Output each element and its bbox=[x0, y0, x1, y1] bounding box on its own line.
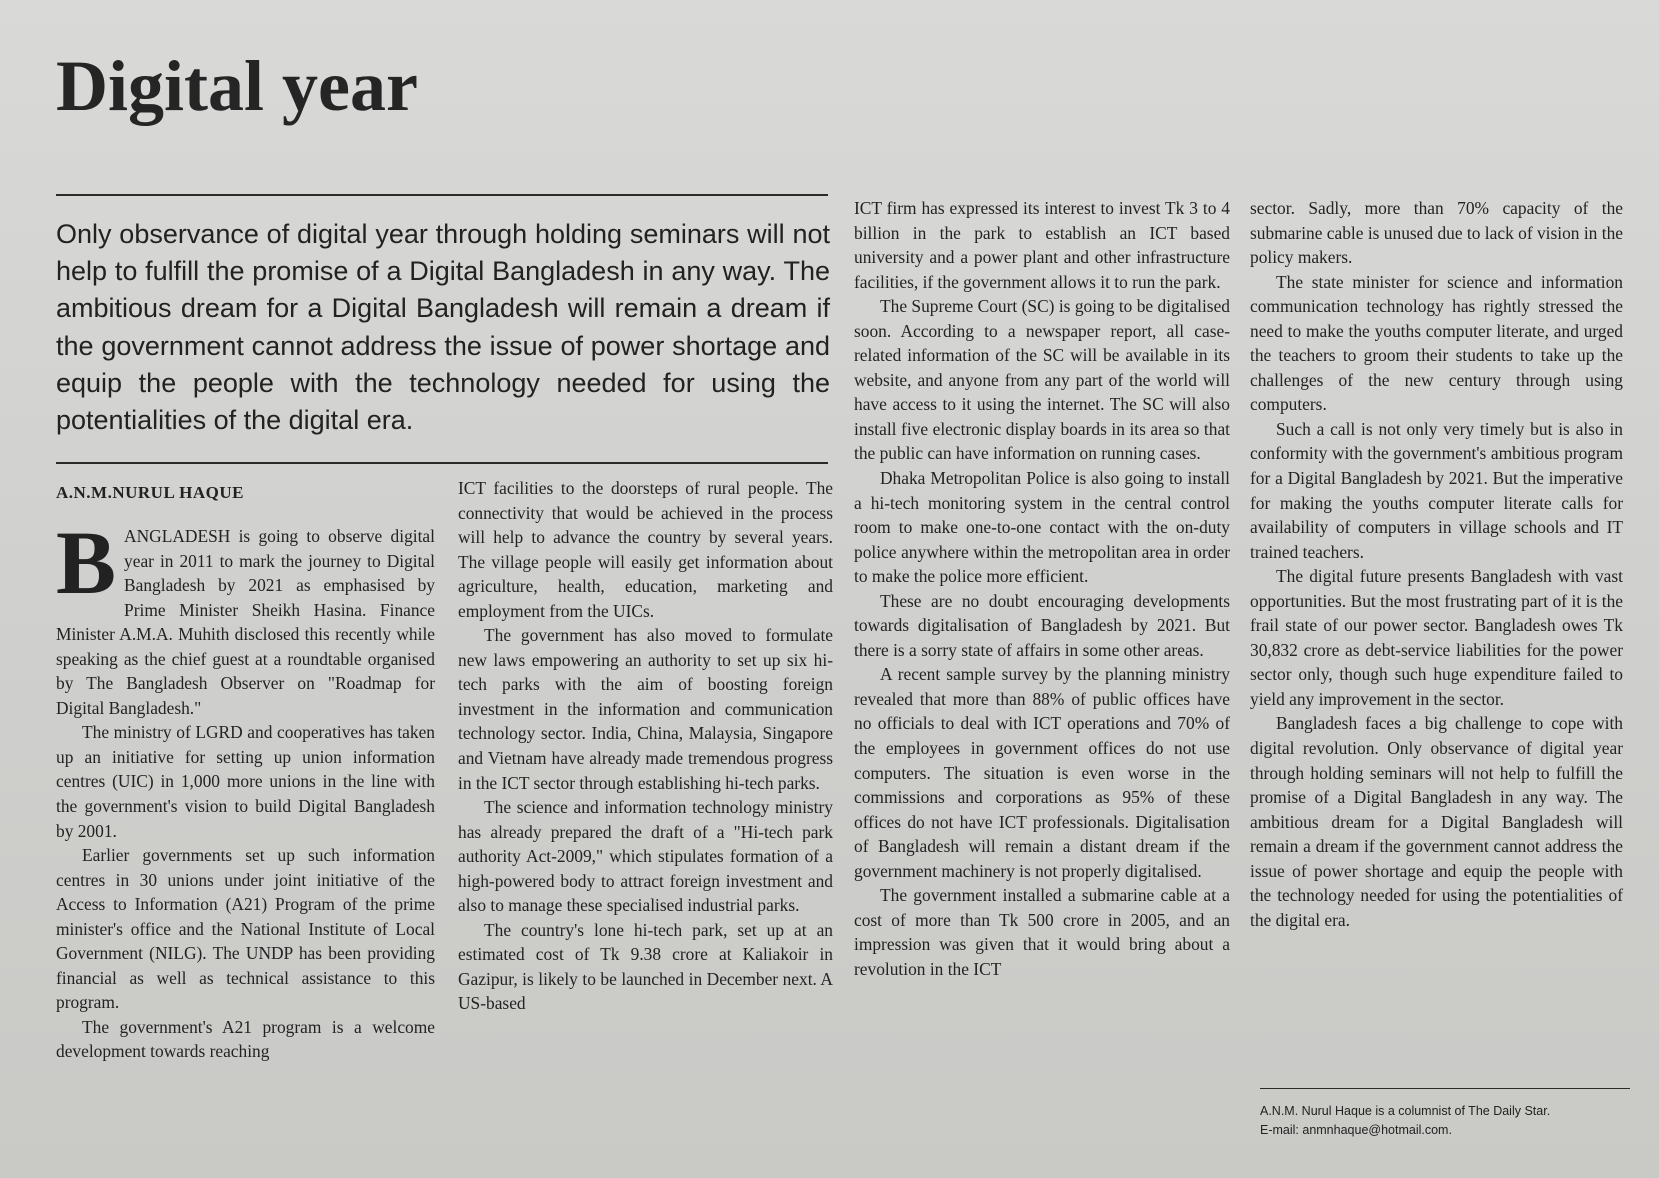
column-1-paragraph-2: The ministry of LGRD and cooperatives has taken up an initiative for setting up union information centres (UIC) in 1,000 more unions in the line with the government's vision to build Digital Bangladesh by 2001. bbox=[56, 722, 435, 841]
column-4-paragraph-5: Bangladesh faces a big challenge to cope with digital revolution. Only observance of digital year through holding seminars will not help to fulfill the promise of a Digital Bangladesh in any way. The ambitious dream for a Digital Bangladesh will remain a dream if the government cannot address the issue of power shortage and equip the people with the technology needed for using the potentialities of the digital era. bbox=[1250, 713, 1623, 930]
column-1 bbox=[56, 514, 435, 1064]
standfirst-top-rule bbox=[56, 194, 828, 196]
column-3-paragraph-4: These are no doubt encouraging developments towards digitalisation of Bangladesh by 2021. But there is a sorry state of affairs in some other areas. bbox=[854, 590, 1230, 660]
column-4-paragraph-1: sector. Sadly, more than 70% capacity of the submarine cable is unused due to lack of vision in the policy makers. bbox=[1250, 198, 1623, 268]
column-1-paragraph-3: Earlier governments set up such information centres in 30 unions under joint initiative of the Access to Information (A21) Program of the prime minister's office and the National Institute of Local Government (NILG). The UNDP has been providing financial as well as technical assistance to this program. bbox=[56, 845, 435, 1013]
column-1-paragraph-4: The government's A21 program is a welcome development towards reaching bbox=[56, 1016, 435, 1062]
author-bio-rule bbox=[1260, 1088, 1630, 1089]
column-1-paragraph-1 bbox=[56, 514, 435, 720]
column-4-paragraph-2: The state minister for science and information communication technology has rightly stressed the need to make the youths computer literate, and urged the teachers to groom their students to take up the challenges of the new century through using computers. bbox=[1250, 271, 1623, 415]
column-2-paragraph-1: ICT facilities to the doorsteps of rural people. The connectivity that would be achieved in the process will help to advance the country by several years. The village people will easily get information about agriculture, health, education, marketing and employment from the UICs. bbox=[458, 478, 833, 621]
column-2-paragraph-4: The country's lone hi-tech park, set up at an estimated cost of Tk 9.38 crore at Kaliakoir in Gazipur, is likely to be launched in December next. A US-based bbox=[458, 919, 833, 1014]
column-4 bbox=[1250, 196, 1623, 932]
column-3-paragraph-3: Dhaka Metropolitan Police is also going to install a hi-tech monitoring system in the central control room to make one-to-one contact with the on-duty police anywhere within the metropolitan area in order to make the police more efficient. bbox=[854, 468, 1230, 587]
byline: A.N.M.NURUL HAQUE bbox=[56, 483, 244, 502]
column-3 bbox=[854, 196, 1230, 982]
standfirst-bottom-rule bbox=[56, 462, 828, 464]
column-2-paragraph-3: The science and information technology ministry has already prepared the draft of a "Hi-tech park authority Act-2009," which stipulates formation of a high-powered body to attract foreign investment and also to manage these specialised industrial parks. bbox=[458, 797, 833, 916]
column-3-paragraph-1: ICT firm has expressed its interest to invest Tk 3 to 4 billion in the park to establish an ICT based university and a power plant and other infrastructure facilities, if the government allows it to run the park. bbox=[854, 198, 1230, 292]
column-3-paragraph-2: The Supreme Court (SC) is going to be digitalised soon. According to a newspaper report, all case-related information of the SC will be available in its website, and anyone from any part of the world will have access to it using the internet. The SC will also install five electronic display boards in its area so that the public can have information on running cases. bbox=[854, 296, 1230, 464]
column-2-paragraph-2: The government has also moved to formulate new laws empowering an authority to set up six hi-tech parks with the aim of boosting foreign investment in the information and communication technology sector. India, China, Malaysia, Singapore and Vietnam have already made tremendous progress in the ICT sector through establishing hi-tech parks. bbox=[458, 625, 833, 793]
headline: Digital year bbox=[56, 46, 418, 126]
column-1-paragraph-1-text: ANGLADESH is going to observe digital year in 2011 to mark the journey to Digital Bangladesh by 2021 as emphasised by Prime Minister Sheikh Hasina. Finance Minister A.M.A. Muhith disclosed this recently while speaking as the chief guest at a roundtable organised by The Bangladesh Observer on "Roadmap for Digital Bangladesh." bbox=[56, 526, 435, 718]
column-4-paragraph-4: The digital future presents Bangladesh with vast opportunities. But the most frustrating part of it is the frail state of our power sector. Bangladesh owes Tk 30,832 crore as debt-service liabilities for the power sector only, though such huge expenditure failed to yield any improvement in the sector. bbox=[1250, 566, 1623, 709]
drop-cap: B bbox=[56, 514, 117, 613]
column-3-paragraph-6: The government installed a submarine cable at a cost of more than Tk 500 crore in 2005, and an impression was given that it would bring about a revolution in the ICT bbox=[854, 885, 1230, 979]
author-bio-line: A.N.M. Nurul Haque is a columnist of The Daily Star. bbox=[1260, 1104, 1551, 1118]
column-2 bbox=[458, 476, 833, 1016]
column-3-paragraph-5: A recent sample survey by the planning ministry revealed that more than 88% of public offices have no officials to deal with ICT operations and 70% of the employees in government offices do not use computers. The situation is even worse in the commissions and corporations as 95% of these offices do not have ICT professionals. Digitalisation of Bangladesh will remain a distant dream if the government machinery is not properly digitalised. bbox=[854, 664, 1230, 881]
author-email: E-mail: anmnhaque@hotmail.com. bbox=[1260, 1123, 1452, 1137]
column-4-paragraph-3: Such a call is not only very timely but is also in conformity with the government's ambitious program for a Digital Bangladesh by 2021. But the imperative for making the youths computer literate calls for availability of computers in village schools and IT trained teachers. bbox=[1250, 418, 1623, 562]
author-bio bbox=[1260, 1102, 1635, 1140]
standfirst: Only observance of digital year through holding seminars will not help to fulfill the promise of a Digital Bangladesh in any way. The ambitious dream for a Digital Bangladesh will remain a dream if the government cannot address the issue of power shortage and equip the people with the technology needed for using the potentialities of the digital era. bbox=[56, 219, 830, 436]
